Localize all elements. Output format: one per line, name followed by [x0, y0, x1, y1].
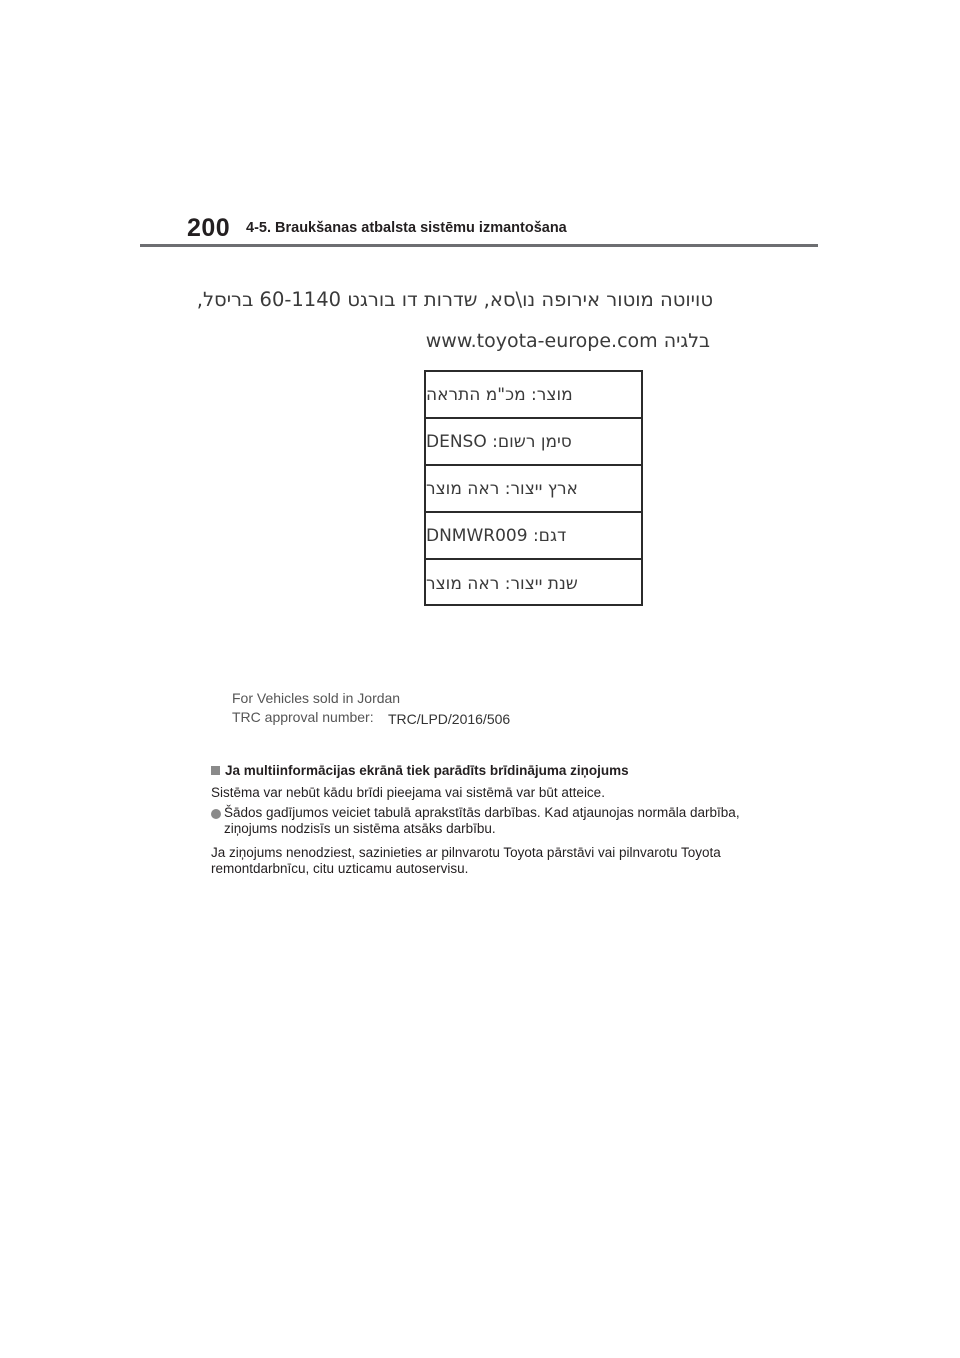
jordan-approval-number: TRC/LPD/2016/506 [388, 711, 511, 727]
label-row-year: שנת ייצור: ראה מוצר [426, 573, 578, 594]
certification-label-table [424, 370, 643, 606]
paragraph-system-unavailable: Sistēma var nebūt kādu brīdi pieejama vai sistēmā var būt atteice. [211, 785, 605, 800]
warning-section-heading [211, 763, 629, 778]
paragraph-contact-dealer: Ja ziņojums nenodziest, sazinieties ar pilnvarotu Toyota pārstāvi vai pilnvarotu Toyota remontdarbnīcu, citu uzticamu autoservisu. [211, 845, 721, 876]
square-bullet-icon [211, 766, 220, 775]
page-number: 200 [187, 214, 231, 242]
hebrew-address-line-2: בלגיה www.toyota-europe.com [425, 330, 710, 352]
label-row-country: ארץ ייצור: ראה מוצר [426, 466, 641, 513]
label-row-model: דגם: DNMWR009 [426, 513, 641, 560]
header-divider [140, 244, 818, 247]
section-title: 4-5. Braukšanas atbalsta sistēmu izmantošana [246, 220, 567, 236]
hebrew-address-line-1: טויוטה מוטור אירופה נו\סא, שדרות דו בורגט 60-1140 בריסל, [196, 288, 713, 311]
bullet-item-actions: Šādos gadījumos veiciet tabulā aprakstītās darbības. Kad atjaunojas normāla darbība, ziņojums nodzisīs un sistēma atsāks darbību. [224, 805, 740, 836]
jordan-approval-label: TRC approval number: [232, 709, 374, 725]
warning-heading-text: Ja multiinformācijas ekrānā tiek parādīts brīdinājuma ziņojums [225, 763, 629, 778]
label-row-product: מוצר: מכ"מ התראה [426, 372, 641, 419]
jordan-vehicles-text: For Vehicles sold in Jordan [232, 690, 401, 706]
label-row-trademark: סימן רשום: DENSO [426, 419, 641, 466]
round-bullet-icon [211, 809, 221, 819]
